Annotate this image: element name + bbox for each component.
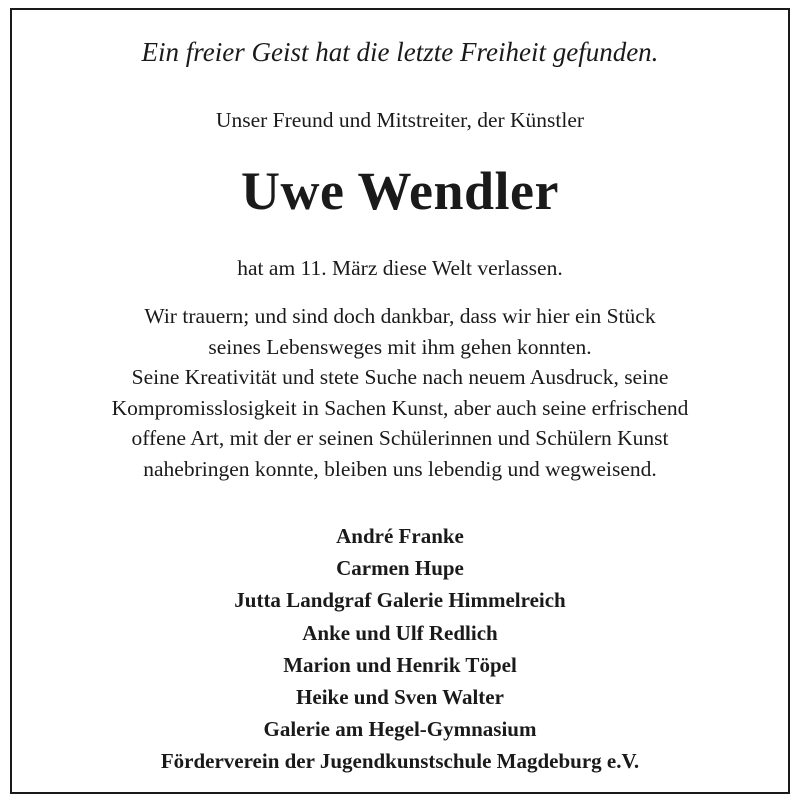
- tribute-line: Seine Kreativität und stete Suche nach neuem Ausdruck, seine: [131, 365, 669, 390]
- tribute-line: seines Lebensweges mit ihm gehen konnten.: [208, 334, 592, 359]
- signer-name: Heike und Sven Walter: [296, 685, 504, 710]
- tribute-line: nahebringen konnte, bleiben uns lebendig und wegweisend.: [143, 456, 657, 481]
- signers-list: [12, 520, 788, 778]
- tribute-text: [12, 301, 788, 485]
- signer-name: Galerie am Hegel-Gymnasium: [263, 717, 537, 742]
- signer-name: Carmen Hupe: [336, 556, 464, 581]
- signer-name: Förderverein der Jugendkunstschule Magdeburg e.V.: [160, 749, 640, 774]
- signer-name: Jutta Landgraf Galerie Himmelreich: [234, 588, 566, 613]
- tribute-line: offene Art, mit der er seinen Schülerinnen und Schülern Kunst: [131, 426, 669, 451]
- death-date-line: hat am 11. März diese Welt verlassen.: [237, 256, 563, 280]
- intro-line: Unser Freund und Mitstreiter, der Künstler: [215, 108, 585, 132]
- tribute-line: Wir trauern; und sind doch dankbar, dass wir hier ein Stück: [144, 304, 656, 328]
- deceased-name: Uwe Wendler: [241, 161, 559, 221]
- signer-name: André Franke: [336, 524, 464, 548]
- motto-quote: Ein freier Geist hat die letzte Freiheit gefunden.: [141, 37, 659, 67]
- tribute-line: Kompromisslosigkeit in Sachen Kunst, aber auch seine erfrischend: [111, 395, 689, 420]
- signer-name: Anke und Ulf Redlich: [302, 620, 498, 645]
- obituary-notice: [10, 8, 790, 794]
- signer-name: Marion und Henrik Töpel: [283, 652, 517, 677]
